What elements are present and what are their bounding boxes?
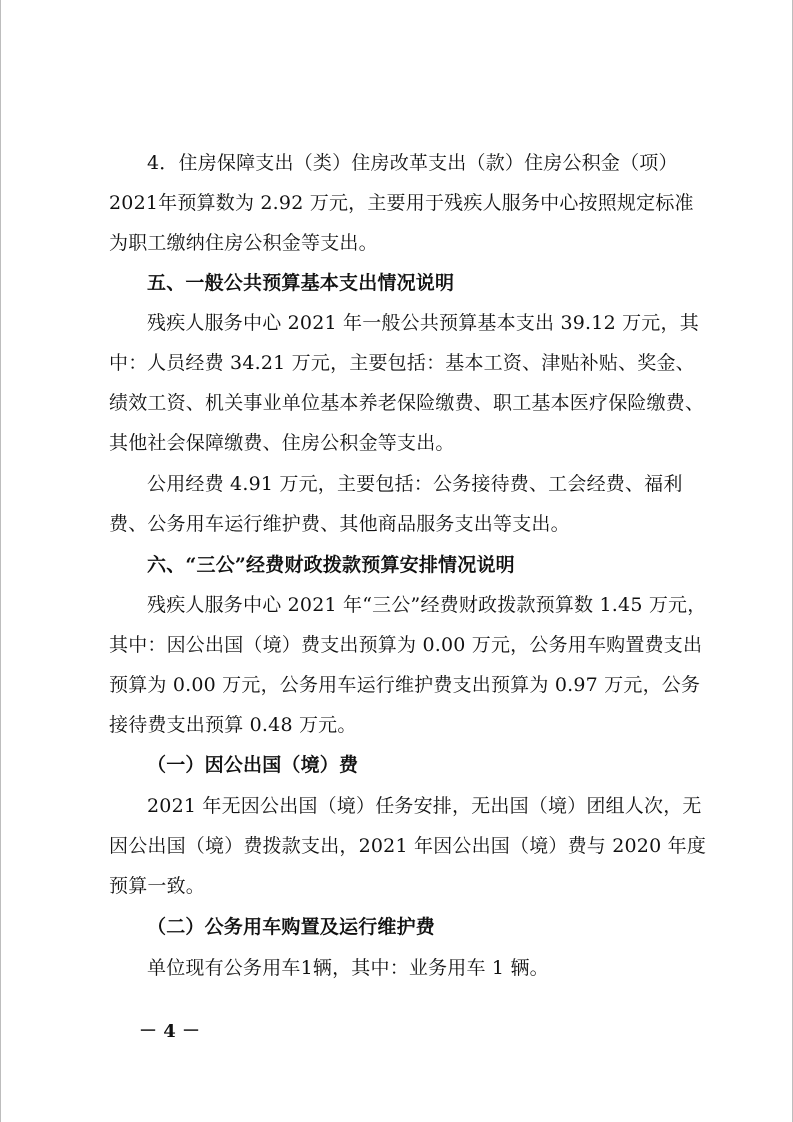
paragraph-public-funds: 公用经费 4.91 万元，主要包括：公务接待费、工会经费、福利费、公务用车运行维护费、其他商品服务支出等支出。 <box>109 473 683 535</box>
page-number: － 4 － <box>139 1021 201 1042</box>
subheading-overseas: （一）因公出国（境）费 <box>147 754 359 776</box>
subheading-official-vehicles: （二）公务用车购置及运行维护费 <box>147 916 436 938</box>
paragraph-official-vehicles: 单位现有公务用车1辆，其中：业务用车 1 辆。 <box>147 957 549 979</box>
section-heading-basic-expenditure: 五、一般公共预算基本支出情况说明 <box>147 272 455 294</box>
paragraph-personnel-funds: 人员经费 34.21 万元，主要包括：基本工资、津贴补贴、奖金、绩效工资、机关事业单位基本养老保险缴费、职工基本医疗保险缴费、其他社会保障缴费、住房公积金等支出。 <box>109 352 705 454</box>
paragraph-basic-expenditure: 残疾人服务中心 2021 年一般公共预算基本支出 39.12 万元，其中： <box>109 312 699 374</box>
paragraph-overseas: 2021 年无因公出国（境）任务安排，无出国（境）团组人次，无因公出国（境）费拨款支出，2021 年因公出国（境）费与 2020 年度预算一致。 <box>109 795 707 897</box>
paragraph-three-public-budget: 残疾人服务中心 2021 年“三公”经费财政拨款预算数 1.45 万元，其中：因公出国（境）费支出预算为 0.00 万元，公务用车购置费支出预算为 0.00 万元，公务用车运行维护费支出预算为 0.97 万元，公务接待费支出预算 0.48 万元。 <box>109 594 707 736</box>
paragraph-housing-fund: 4．住房保障支出（类）住房改革支出（款）住房公积金（项）2021年预算数为 2.92 万元，主要用于残疾人服务中心按照规定标准为职工缴纳住房公积金等支出。 <box>109 152 694 254</box>
section-heading-three-public: 六、“三公”经费财政拨款预算安排情况说明 <box>147 554 515 576</box>
